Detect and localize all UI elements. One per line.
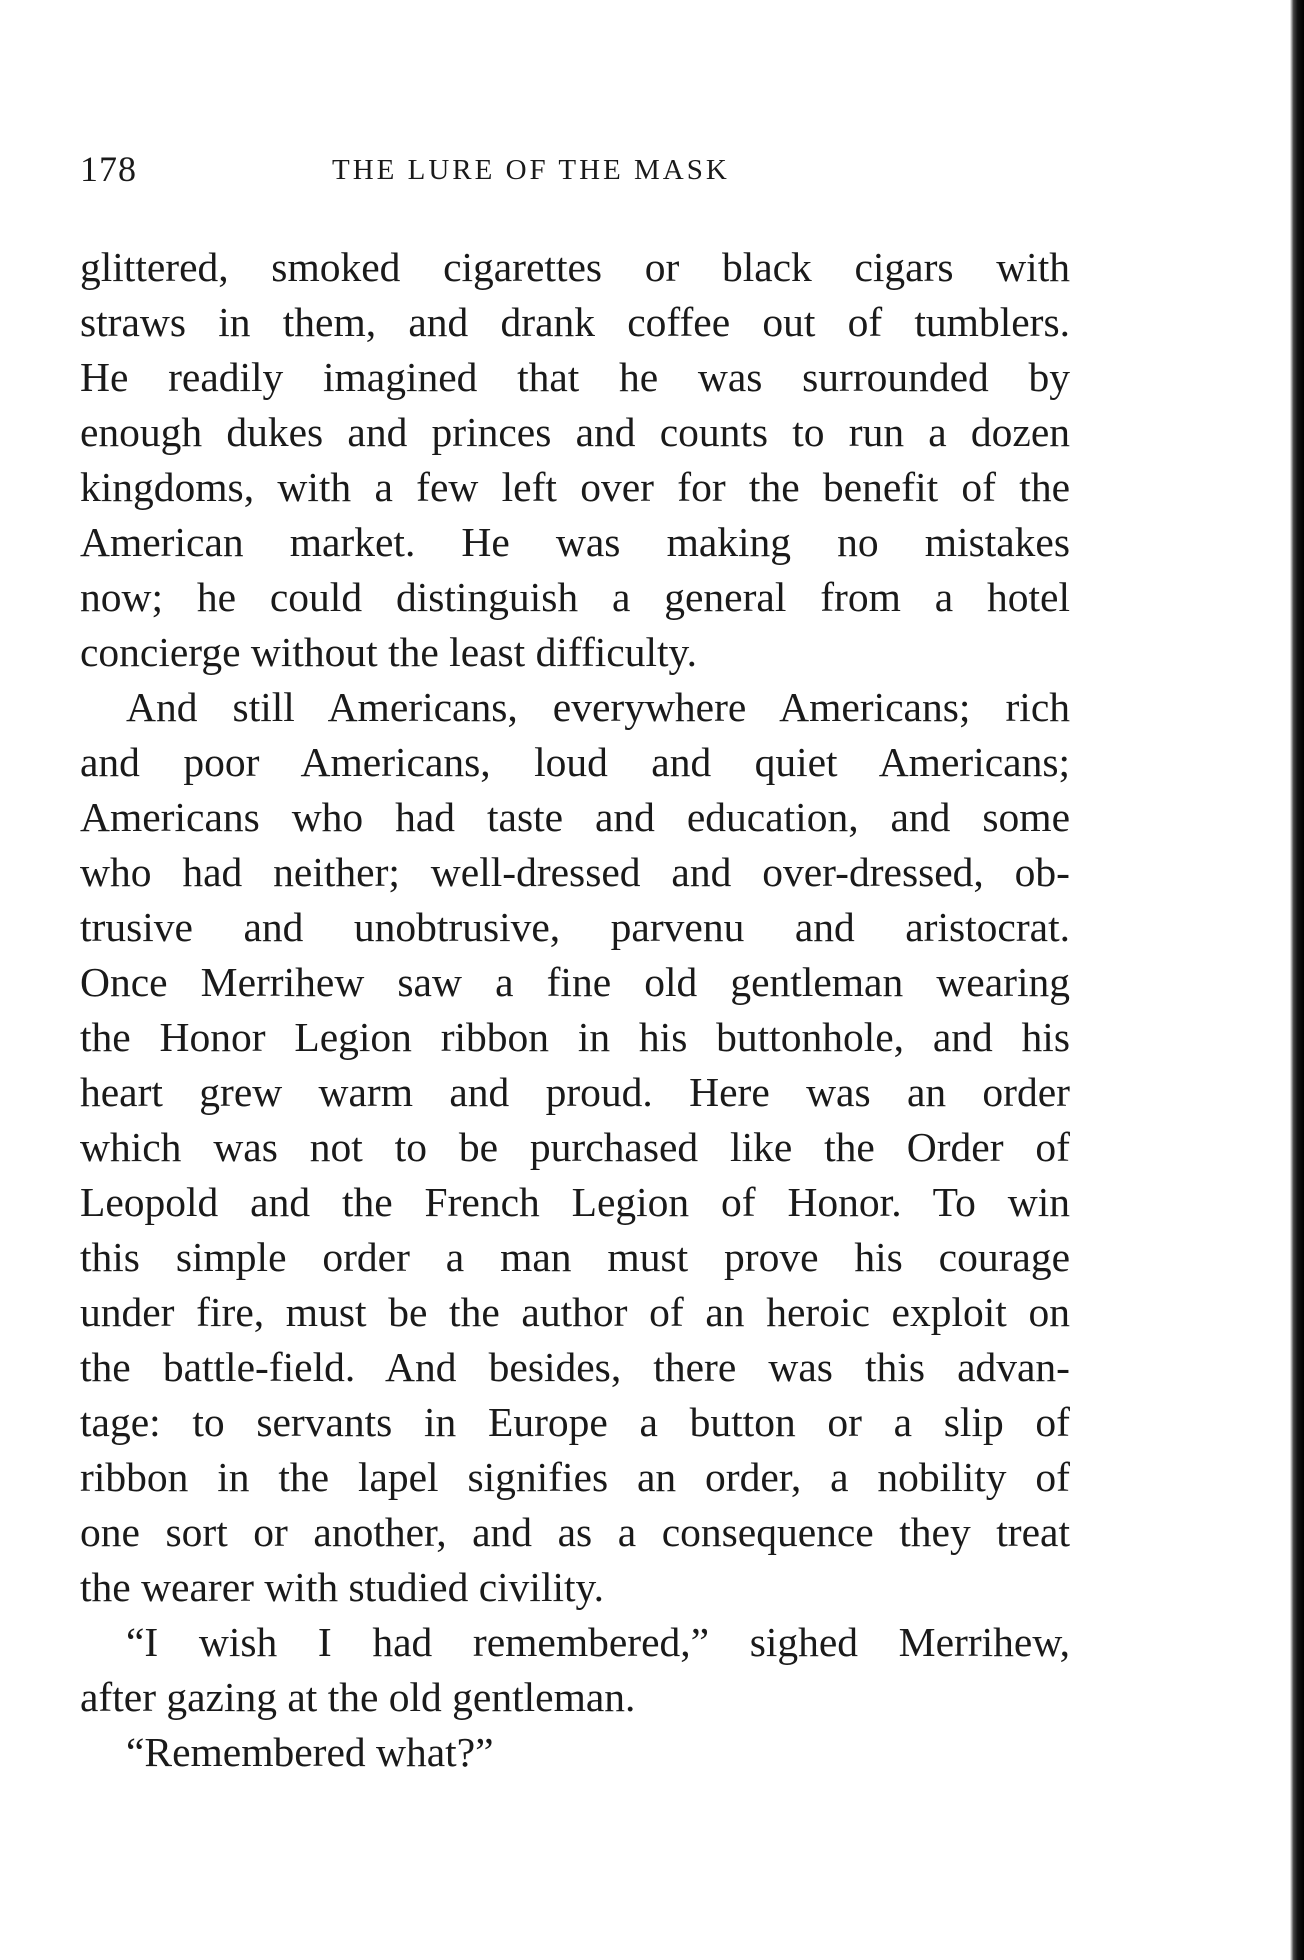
text-line: “I wish I had remembered,” sighed Merrihew, — [126, 1619, 1070, 1665]
text-line: concierge without the least difficulty. — [80, 629, 697, 675]
page-edge-shadow — [1290, 0, 1304, 1960]
text-line: enough dukes and princes and counts to run a dozen — [80, 409, 1070, 455]
body-text — [80, 240, 1070, 1780]
text-line: the wearer with studied civility. — [80, 1564, 604, 1610]
text-line: this simple order a man must prove his courage — [80, 1234, 1070, 1280]
running-title: THE LURE OF THE MASK — [332, 154, 730, 186]
text-line: straws in them, and drank coffee out of tumblers. — [80, 299, 1070, 345]
text-line: now; he could distinguish a general from a hotel — [80, 574, 1070, 620]
text-line: one sort or another, and as a consequence they treat — [80, 1509, 1070, 1555]
page-header — [80, 148, 1080, 198]
text-line: the battle-field. And besides, there was this advan- — [80, 1344, 1070, 1390]
text-line: American market. He was making no mistakes — [80, 519, 1070, 565]
text-line: Leopold and the French Legion of Honor. To win — [80, 1179, 1070, 1225]
text-line: And still Americans, everywhere Americans; rich — [126, 684, 1070, 730]
text-line: after gazing at the old gentleman. — [80, 1674, 636, 1720]
text-line: trusive and unobtrusive, parvenu and aristocrat. — [80, 904, 1070, 950]
text-line: tage: to servants in Europe a button or a slip of — [80, 1399, 1070, 1445]
text-line: and poor Americans, loud and quiet Americans; — [80, 739, 1070, 785]
text-line: who had neither; well-dressed and over-dressed, ob- — [80, 849, 1070, 895]
text-line: under fire, must be the author of an heroic exploit on — [80, 1289, 1070, 1335]
text-line: He readily imagined that he was surrounded by — [80, 354, 1070, 400]
text-line: “Remembered what?” — [126, 1729, 494, 1775]
text-line: ribbon in the lapel signifies an order, a nobility of — [80, 1454, 1070, 1500]
page-number: 178 — [80, 149, 137, 189]
text-line: Americans who had taste and education, and some — [80, 794, 1070, 840]
text-line: the Honor Legion ribbon in his buttonhole, and his — [80, 1014, 1070, 1060]
text-line: glittered, smoked cigarettes or black cigars with — [80, 244, 1070, 290]
text-line: which was not to be purchased like the Order of — [80, 1124, 1070, 1170]
text-line: heart grew warm and proud. Here was an order — [80, 1069, 1070, 1115]
text-line: kingdoms, with a few left over for the benefit of the — [80, 464, 1070, 510]
text-line: Once Merrihew saw a fine old gentleman wearing — [80, 959, 1070, 1005]
